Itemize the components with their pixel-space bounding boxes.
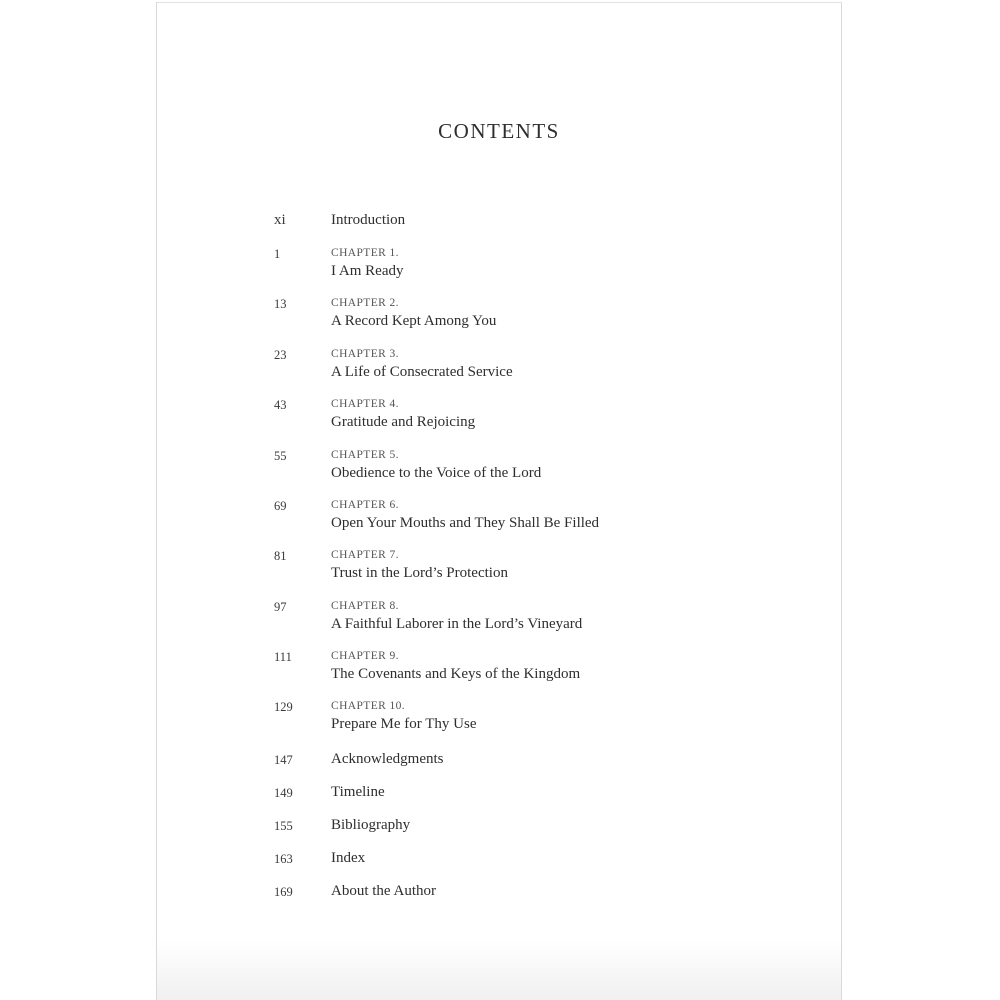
- toc-page-number: 169: [274, 885, 293, 899]
- toc-page-number: 155: [274, 819, 293, 833]
- chapter-label: CHAPTER 8.: [331, 600, 399, 612]
- chapter-label: CHAPTER 6.: [331, 499, 399, 511]
- toc-page-number: 97: [274, 600, 287, 614]
- toc-entry-title: Introduction: [331, 212, 406, 228]
- chapter-label: CHAPTER 4.: [331, 398, 399, 410]
- chapter-title: Trust in the Lord’s Protection: [331, 565, 508, 581]
- chapter-label: CHAPTER 10.: [331, 700, 406, 712]
- toc-page-number: 55: [274, 449, 287, 463]
- chapter-title: A Record Kept Among You: [331, 313, 497, 329]
- chapter-label: CHAPTER 7.: [331, 549, 399, 561]
- toc-page-number: 163: [274, 852, 293, 866]
- toc-page-number: xi: [274, 212, 286, 228]
- chapter-label: CHAPTER 2.: [331, 297, 399, 309]
- chapter-label: CHAPTER 3.: [331, 348, 399, 360]
- toc-entry-title: Index: [331, 850, 366, 866]
- chapter-title: Open Your Mouths and They Shall Be Filled: [331, 515, 600, 531]
- toc-page-number: 147: [274, 753, 293, 767]
- toc-page-number: 23: [274, 348, 287, 362]
- page-bottom-shadow: [157, 940, 841, 1000]
- chapter-title: A Life of Consecrated Service: [331, 364, 513, 380]
- toc-page-number: 43: [274, 398, 287, 412]
- chapter-title: Obedience to the Voice of the Lord: [331, 465, 542, 481]
- toc-entry-title: About the Author: [331, 883, 436, 899]
- toc-page-number: 13: [274, 297, 287, 311]
- toc-page-number: 1: [274, 247, 281, 261]
- chapter-title: Gratitude and Rejoicing: [331, 414, 476, 430]
- chapter-label: CHAPTER 1.: [331, 247, 399, 259]
- toc-entry-title: Timeline: [331, 784, 385, 800]
- toc-page-number: 149: [274, 786, 293, 800]
- toc-entry-title: Acknowledgments: [331, 751, 444, 767]
- chapter-title: I Am Ready: [331, 263, 404, 279]
- chapter-title: A Faithful Laborer in the Lord’s Vineyard: [331, 616, 583, 632]
- toc-entry-title: Bibliography: [331, 817, 411, 833]
- book-page: [156, 2, 842, 1000]
- chapter-label: CHAPTER 9.: [331, 650, 399, 662]
- toc-page-number: 129: [274, 700, 293, 714]
- chapter-title: Prepare Me for Thy Use: [331, 716, 477, 732]
- chapter-title: The Covenants and Keys of the Kingdom: [331, 666, 581, 682]
- page-title: CONTENTS: [438, 119, 560, 143]
- chapter-label: CHAPTER 5.: [331, 449, 399, 461]
- toc-page-number: 81: [274, 549, 287, 563]
- toc-page-number: 69: [274, 499, 287, 513]
- toc-page-number: 111: [274, 650, 292, 664]
